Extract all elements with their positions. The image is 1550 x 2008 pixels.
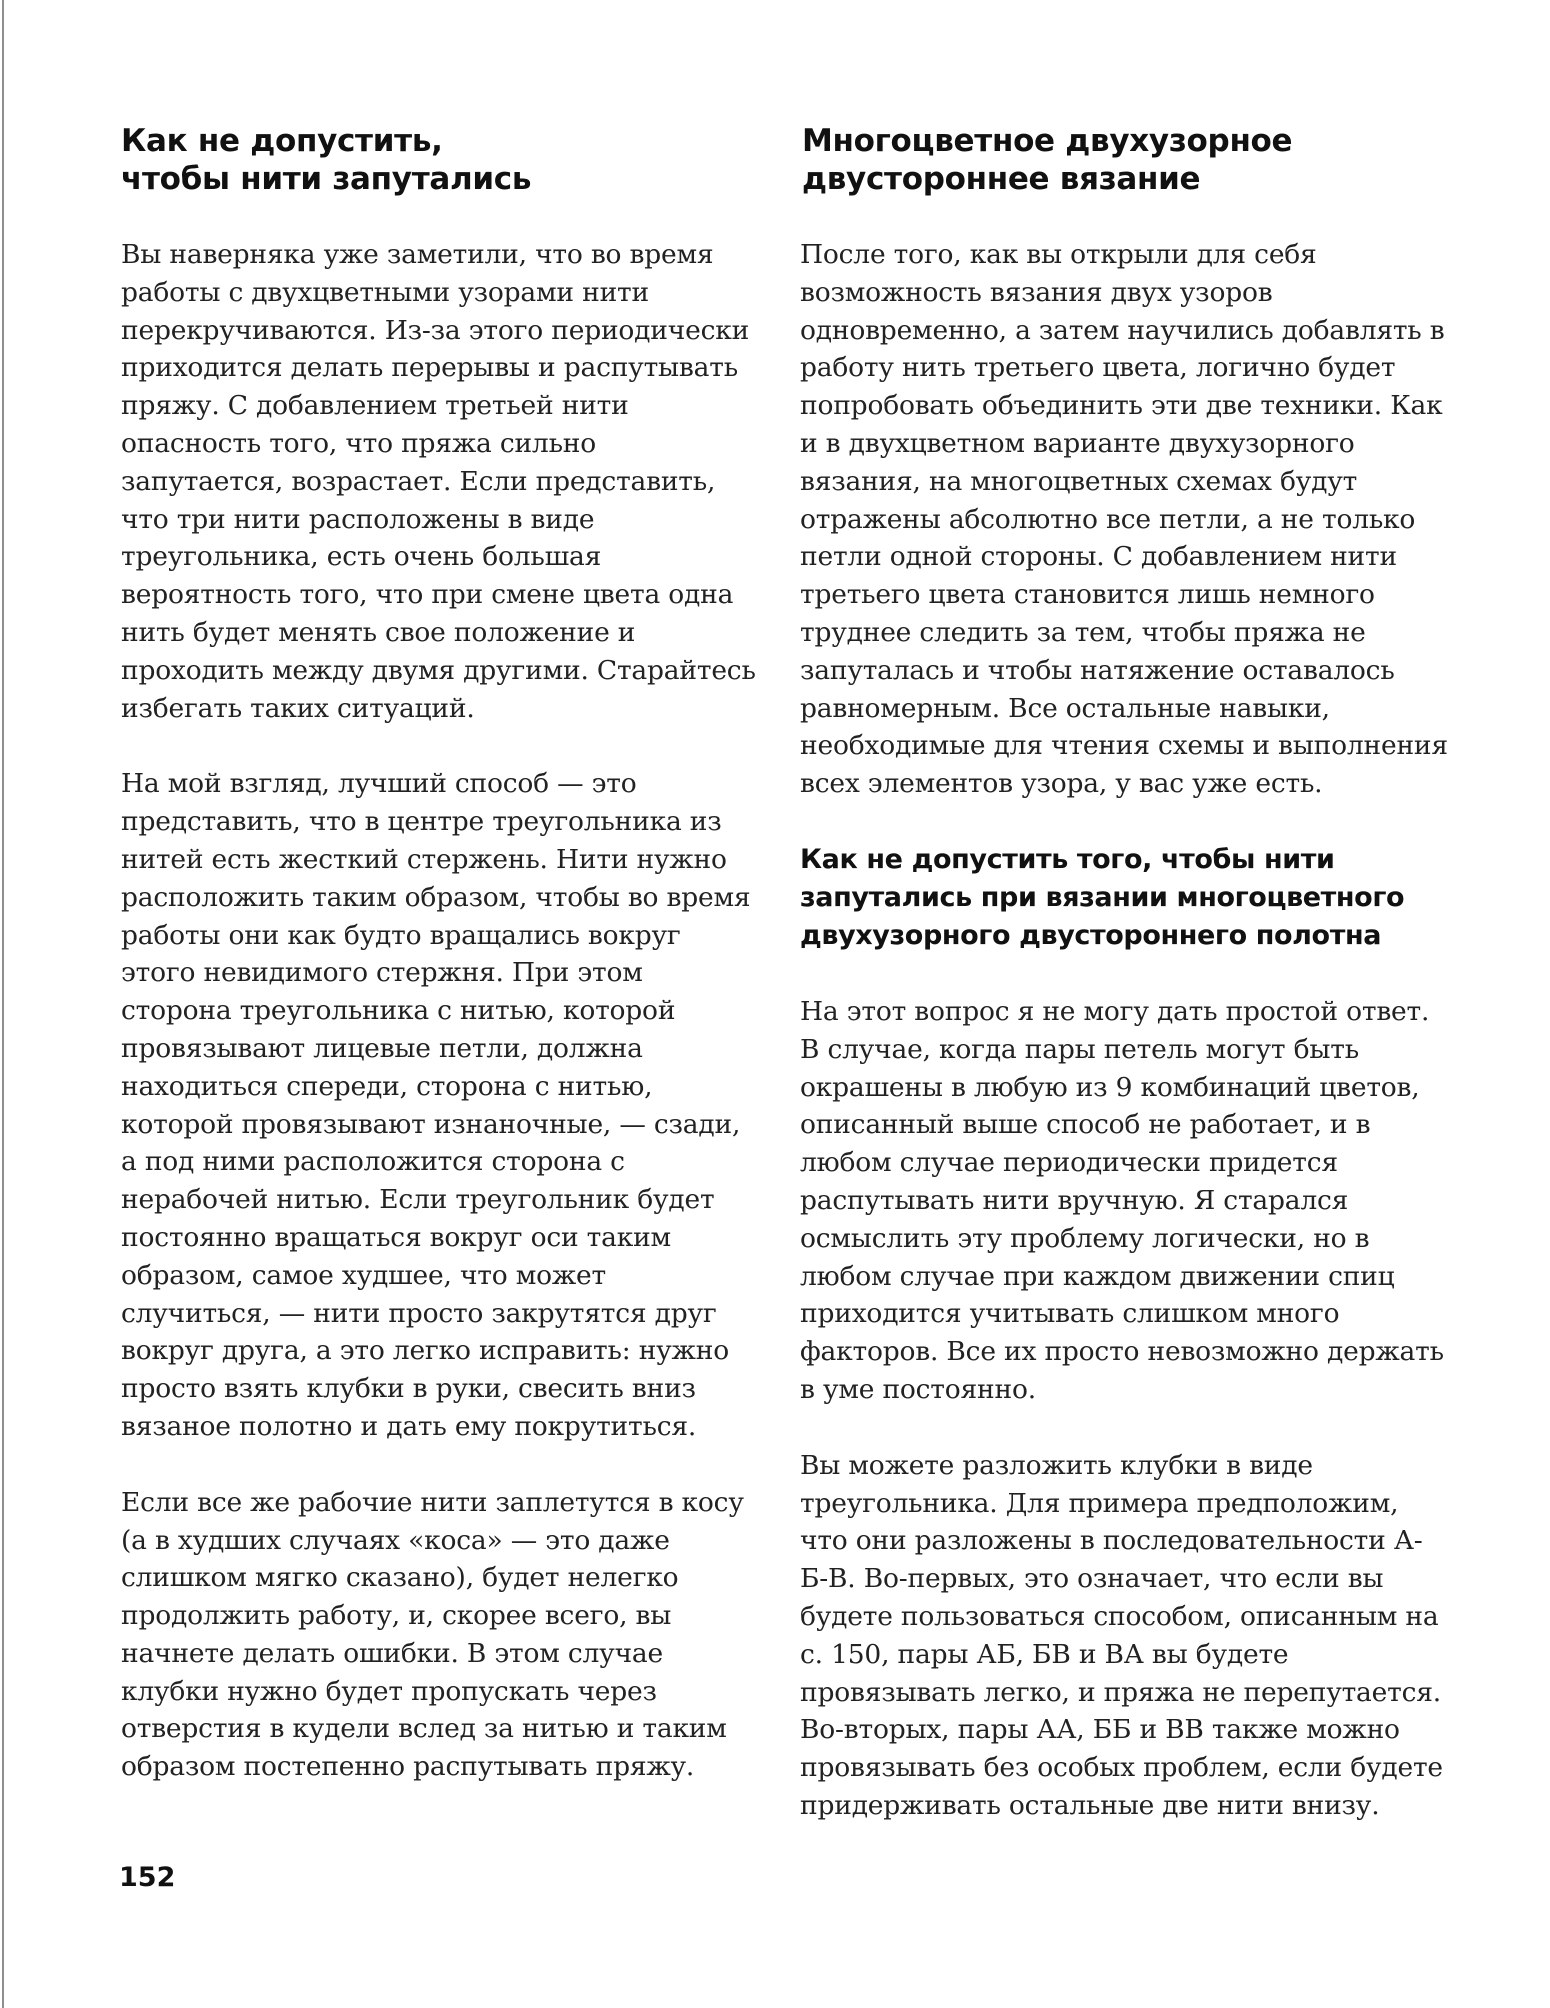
left-column [121,122,761,1786]
section-heading-multicolor-double-knitting: Многоцветное двухузорное двустороннее вязание [802,123,1293,197]
paragraph-twisted-yarn: Вы наверняка уже заметили, что во время работы с двухцветными узорами нити перекручиваются. Из-за этого периодически приходится делать перерывы и распутывать пряжу. С добавлением третьей нити опасность того, что пряжа сильно запутается, возрастает. Если представить, что три нити расположены в виде треугольника, есть очень большая вероятность того, что при смене цвета одна нить будет менять свое положение и проходить между двумя другими. Старайтесь избегать таких ситуаций. [121,239,756,724]
paragraph-multicolor-intro: После того, как вы открыли для себя возможность вязания двух узоров одновременно, а затем научились добавлять в работу нить третьего цвета, логично будет попробовать объединить эти две техники. Как и в двухцветном варианте двухузорного вязания, на многоцветных схемах будут отражены абсолютно все петли, а не только петли одной стороны. С добавлением нити третьего цвета становится лишь немного труднее следить за тем, чтобы пряжа не запуталась и чтобы натяжение оставалось равномерным. Все остальные навыки, необходимые для чтения схемы и выполнения всех элементов узора, у вас уже есть. [800,239,1448,800]
paragraph-triangle-arrangement: Вы можете разложить клубки в виде треугольника. Для примера предположим, что они разложены в последовательности А-Б-В. Во-первых, это означает, что если вы будете пользоваться способом, описанным на с. 150, пары АБ, БВ и ВА вы будете провязывать легко, и пряжа не перепутается. Во-вторых, пары АА, ББ и ВВ также можно провязывать без особых проблем, если будете придерживать остальные две нити внизу. [800,1449,1443,1821]
paragraph-no-simple-answer: На этот вопрос я не могу дать простой ответ. В случае, когда пары петель могут быть окрашены в любую из 9 комбинаций цветов, описанный выше способ не работает, и в любом случае периодически придется распутывать нити вручную. Я старался осмыслить эту проблему логически, но в любом случае при каждом движении спиц приходится учитывать слишком много факторов. Все их просто невозможно держать в уме постоянно. [800,995,1444,1405]
paragraph-rigid-rod-method: На мой взгляд, лучший способ — это представить, что в центре треугольника из нитей есть жесткий стержень. Нити нужно расположить таким образом, чтобы во время работы они как будто вращались вокруг этого невидимого стержня. При этом сторона треугольника с нитью, которой провязывают лицевые петли, должна находиться спереди, сторона с нитью, которой провязывают изнаночные, — сзади, а под ними расположится сторона с нерабочей нитью. Если треугольник будет постоянно вращаться вокруг оси таким образом, самое худшее, что может случиться, — нити просто закрутятся друг вокруг друга, а это легко исправить: нужно просто взять клубки в руки, свесить вниз вязаное полотно и дать ему покрутиться. [121,768,751,1442]
page-edge-line [2,0,4,2008]
subsection-heading-multicolor-tangling: Как не допустить того, чтобы нити запутались при вязании многоцветного двухузорного двустороннего полотна [800,843,1405,951]
page-number: 152 [119,1862,176,1893]
paragraph-braided-threads: Если все же рабочие нити заплетутся в косу (а в худших случаях «коса» — это даже слишком мягко сказано), будет нелегко продолжить работу, и, скорее всего, вы начнете делать ошибки. В этом случае клубки нужно будет пропускать через отверстия в кудели вслед за нитью и таким образом постепенно распутывать пряжу. [121,1486,744,1783]
right-column [800,122,1450,1825]
section-heading-tangle-prevention: Как не допустить, чтобы нити запутались [121,123,532,197]
